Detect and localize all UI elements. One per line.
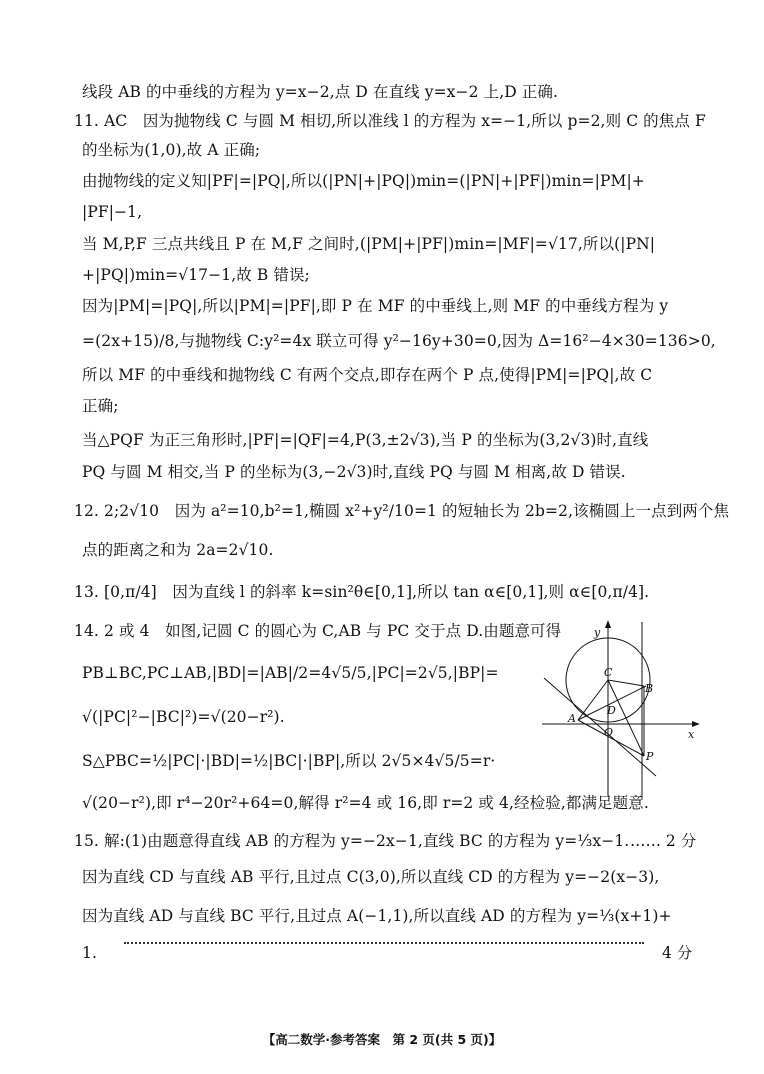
geometry-figure xyxy=(538,618,702,802)
label-y: y xyxy=(594,626,601,639)
text-line: 12. 2;2√10 因为 a²=10,b²=1,椭圆 x²+y²/10=1 的短轴长为 2b=2,该椭圆上一点到两个焦 xyxy=(74,502,730,520)
label-c: C xyxy=(604,666,613,679)
text-line: 正确; xyxy=(82,397,119,415)
label-d: D xyxy=(607,704,616,717)
x-axis-arrow xyxy=(692,721,700,727)
label-x: x xyxy=(688,728,695,741)
segment-ca xyxy=(578,680,608,720)
text-line: 线段 AB 的中垂线的方程为 y=x−2,点 D 在直线 y=x−2 上,D 正确. xyxy=(82,83,559,101)
text-line: PQ 与圆 M 相交,当 P 的坐标为(3,−2√3)时,直线 PQ 与圆 M 相离,故 D 错误. xyxy=(82,463,626,481)
text-line: PB⊥BC,PC⊥AB,|BD|=|AB|/2=4√5/5,|PC|=2√5,|BP|= xyxy=(82,664,499,682)
text-line: 15. 解:(1)由题意得直线 AB 的方程为 y=−2x−1,直线 BC 的方程为 y=⅓x−1. xyxy=(74,832,630,850)
text-line: 14. 2 或 4 如图,记圆 C 的圆心为 C,AB 与 PC 交于点 D.由题意可得 xyxy=(74,622,562,640)
text-line: 因为直线 AD 与直线 BC 平行,且过点 A(−1,1),所以直线 AD 的方程为 y=⅓(x+1)+ xyxy=(82,907,672,925)
text-line: 当△PQF 为正三角形时,|PF|=|QF|=4,P(3,±2√3),当 P 的坐标为(3,2√3)时,直线 xyxy=(82,431,649,449)
text-line: √(|PC|²−|BC|²)=√(20−r²). xyxy=(82,708,285,726)
text-line: 所以 MF 的中垂线和抛物线 C 有两个交点,即存在两个 P 点,使得|PM|=|PQ|,故 C xyxy=(82,366,653,384)
score-mark: …… 2 分 xyxy=(630,832,697,850)
text-line: =(2x+15)/8,与抛物线 C:y²=4x 联立可得 y²−16y+30=0,因为 Δ=16²−4×30=136>0, xyxy=(82,332,716,350)
text-line: 由抛物线的定义知|PF|=|PQ|,所以(|PN|+|PQ|)min=(|PN|+|PF|)min=|PM|+ xyxy=(82,172,645,190)
label-p: P xyxy=(646,750,654,763)
label-o: O xyxy=(604,726,614,739)
text-line: S△PBC=½|PC|·|BD|=½|BC|·|BP|,所以 2√5×4√5/5=r· xyxy=(82,752,496,770)
text-line: 点的距离之和为 2a=2√10. xyxy=(82,541,274,559)
segment-cp xyxy=(608,680,644,756)
line-pc-extended xyxy=(544,678,656,776)
score-mark: 4 分 xyxy=(662,944,693,962)
text-line: 13. [0,π/4] 因为直线 l 的斜率 k=sin²θ∈[0,1],所以 tan α∈[0,1],则 α∈[0,π/4]. xyxy=(74,583,650,601)
text-line: 因为直线 CD 与直线 AB 平行,且过点 C(3,0),所以直线 CD 的方程为 y=−2(x−3), xyxy=(82,868,660,886)
text-line: 因为|PM|=|PQ|,所以|PM|=|PF|,即 P 在 MF 的中垂线上,则 MF 的中垂线方程为 y xyxy=(82,297,669,315)
label-a: A xyxy=(568,712,576,725)
text-line: 1. xyxy=(82,944,97,962)
page-footer: 【高二数学·参考答案 第 2 页(共 5 页)】 xyxy=(262,1032,502,1047)
label-b: B xyxy=(645,682,654,695)
y-axis-arrow xyxy=(605,620,611,628)
text-line: +|PQ|)min=√17−1,故 B 错误; xyxy=(82,266,310,284)
text-line: √(20−r²),即 r⁴−20r²+64=0,解得 r²=4 或 16,即 r=2 或 4,经检验,都满足题意. xyxy=(82,794,649,812)
segment-cb xyxy=(608,680,644,686)
text-line: 的坐标为(1,0),故 A 正确; xyxy=(82,141,261,159)
text-line: 11. AC 因为抛物线 C 与圆 M 相切,所以准线 l 的方程为 x=−1,所以 p=2,则 C 的焦点 F xyxy=(74,112,706,130)
text-line: |PF|−1, xyxy=(82,203,143,221)
dotted-leader xyxy=(124,942,644,944)
text-line: 当 M,P,F 三点共线且 P 在 M,F 之间时,(|PM|+|PF|)min=|MF|=√17,所以(|PN| xyxy=(82,235,656,253)
